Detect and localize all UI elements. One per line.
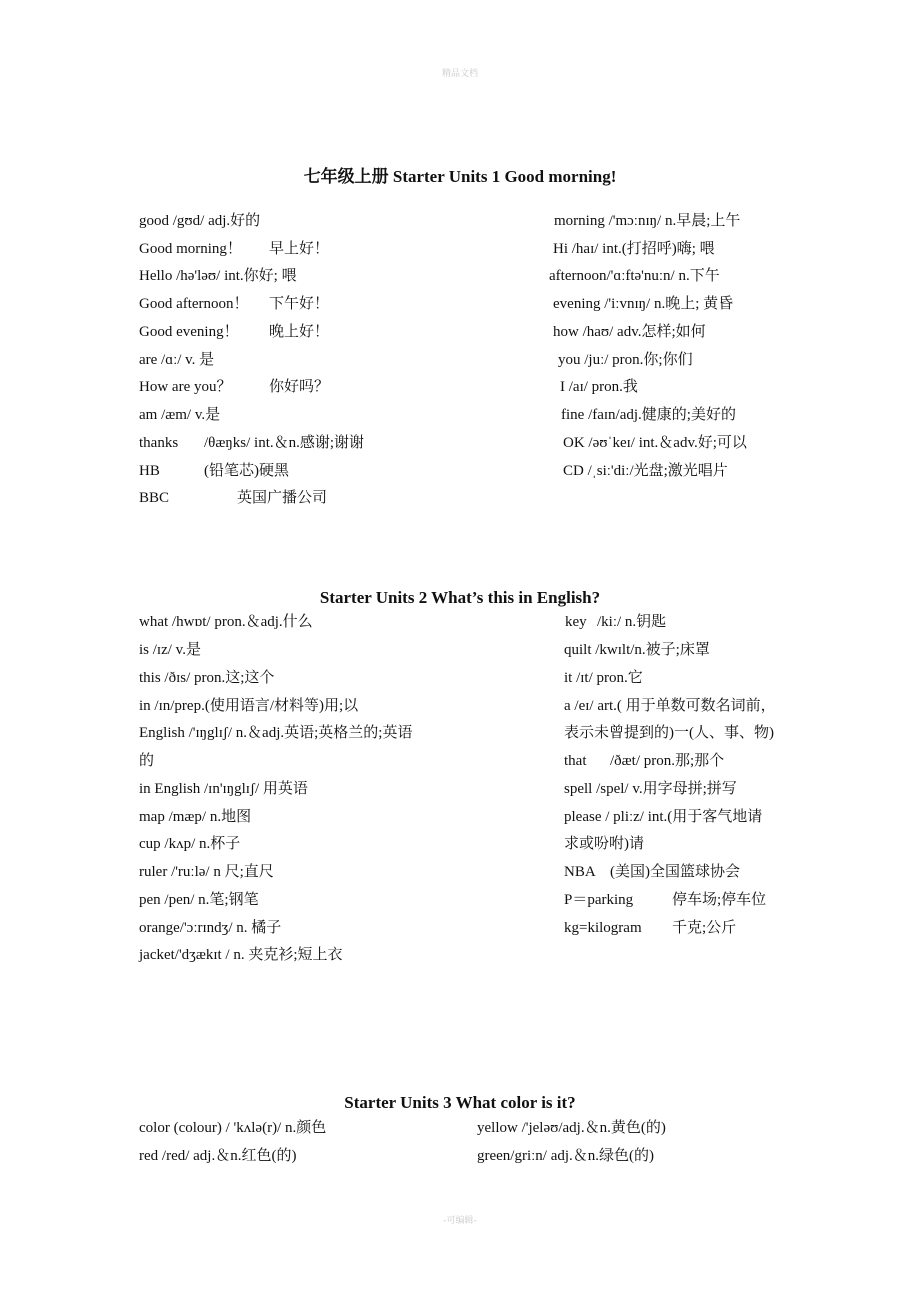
s2-right-row: 表示未曾提到的)一(人、事、物) <box>564 725 774 741</box>
s1-left-row: thanks /θæŋks/ int.＆n.感谢;谢谢 <box>139 435 365 451</box>
s2-left-row: in /ɪn/prep.(使用语言/材料等)用;以 <box>139 698 359 714</box>
header-watermark: 精品文档 <box>441 69 478 79</box>
s1-left-row: How are you？ 你好吗？ <box>139 379 330 395</box>
s2-right-row: spell /spel/ v.用字母拼;拼写 <box>564 781 737 797</box>
s2-left-row: what /hwɒt/ pron.＆adj.什么 <box>139 614 313 630</box>
s2-right-row: it /ɪt/ pron.它 <box>564 670 643 686</box>
section3-title: Starter Units 3 What color is it? <box>344 1093 576 1112</box>
s1-left-row: Good morning！ 早上好！ <box>139 241 330 257</box>
s1-right-row: fine /faɪn/adj.健康的;美好的 <box>561 407 736 423</box>
s2-left-row: orange/'ɔːrɪndʒ/ n. 橘子 <box>139 920 282 936</box>
s1-right-row: morning /'mɔːnɪŋ/ n.早晨;上午 <box>554 213 741 229</box>
footer-watermark: -可编辑- <box>443 1216 477 1226</box>
s1-right-row: afternoon/'ɑːftə'nuːn/ n.下午 <box>549 268 720 284</box>
s2-left-row: cup /kʌp/ n.杯子 <box>139 836 241 852</box>
s1-left-row: good /gʊd/ adj.好的 <box>139 213 261 229</box>
s2-left-row: map /mæp/ n.地图 <box>139 809 252 825</box>
s1-right-row: CD /ˌsiː'diː/光盘;激光唱片 <box>563 463 728 479</box>
s2-right-row: that /ðæt/ pron.那;那个 <box>564 753 725 769</box>
s2-right-row: NBA (美国)全国篮球协会 <box>564 864 740 880</box>
s2-right-row: 求或吩咐)请 <box>564 836 644 852</box>
s2-left-row: is /ɪz/ v.是 <box>139 642 201 658</box>
s3-right-row: green/griːn/ adj.＆n.绿色(的) <box>477 1148 655 1164</box>
s3-left-row: red /red/ adj.＆n.红色(的) <box>139 1148 297 1164</box>
s2-right-row: a /eɪ/ art.( 用于单数可数名词前， <box>564 698 776 714</box>
s2-right-row: kg=kilogram 千克;公斤 <box>564 920 737 936</box>
s1-right-row: Hi /haɪ/ int.(打招呼)嗨; 喂 <box>553 241 715 257</box>
s2-left-row: jacket/'dʒækɪt / n. 夹克衫;短上衣 <box>139 947 343 963</box>
s2-left-row: in English /ɪn'ɪŋglɪʃ/ 用英语 <box>139 781 308 797</box>
s1-left-row: BBC 英国广播公司 <box>139 490 328 506</box>
s1-left-row: Hello /hə'ləʊ/ int.你好; 喂 <box>139 268 297 284</box>
s2-left-row: this /ðɪs/ pron.这;这个 <box>139 670 275 686</box>
s2-left-row: English /'ɪŋglɪʃ/ n.＆adj.英语;英格兰的;英语 <box>139 725 413 741</box>
s1-left-row: are /ɑː/ v. 是 <box>139 352 215 368</box>
s1-left-row: am /æm/ v.是 <box>139 407 221 423</box>
s3-left-row: color (colour) / 'kʌlə(r)/ n.颜色 <box>139 1120 327 1136</box>
s1-left-row: Good afternoon！ 下午好！ <box>139 296 330 312</box>
s2-left-row: ruler /'ruːlə/ n 尺;直尺 <box>139 864 274 880</box>
s1-left-row: Good evening！ 晚上好！ <box>139 324 330 340</box>
s1-right-row: how /haʊ/ adv.怎样;如何 <box>553 324 706 340</box>
s1-left-row: HB (铅笔芯)硬黑 <box>139 463 289 479</box>
section1-title: 七年级上册 Starter Units 1 Good morning! <box>303 167 617 186</box>
s2-left-row: 的 <box>139 753 155 769</box>
s2-right-row: key /kiː/ n.钥匙 <box>565 614 667 630</box>
s1-right-row: I /aɪ/ pron.我 <box>560 379 638 395</box>
s3-right-row: yellow /'jeləʊ/adj.＆n.黄色(的) <box>477 1120 666 1136</box>
s1-right-row: you /juː/ pron.你;你们 <box>558 352 693 368</box>
section2-title: Starter Units 2 What’s this in English? <box>319 588 601 607</box>
s2-right-row: please / pliːz/ int.(用于客气地请 <box>564 809 763 825</box>
s2-right-row: quilt /kwɪlt/n.被子;床罩 <box>564 642 710 658</box>
s1-right-row: OK /əʊˈkeɪ/ int.＆adv.好;可以 <box>563 435 747 451</box>
s1-right-row: evening /'iːvnɪŋ/ n.晚上; 黄昏 <box>553 296 734 312</box>
s2-right-row: P＝parking 停车场;停车位 <box>564 892 767 908</box>
s2-left-row: pen /pen/ n.笔;钢笔 <box>139 892 259 908</box>
